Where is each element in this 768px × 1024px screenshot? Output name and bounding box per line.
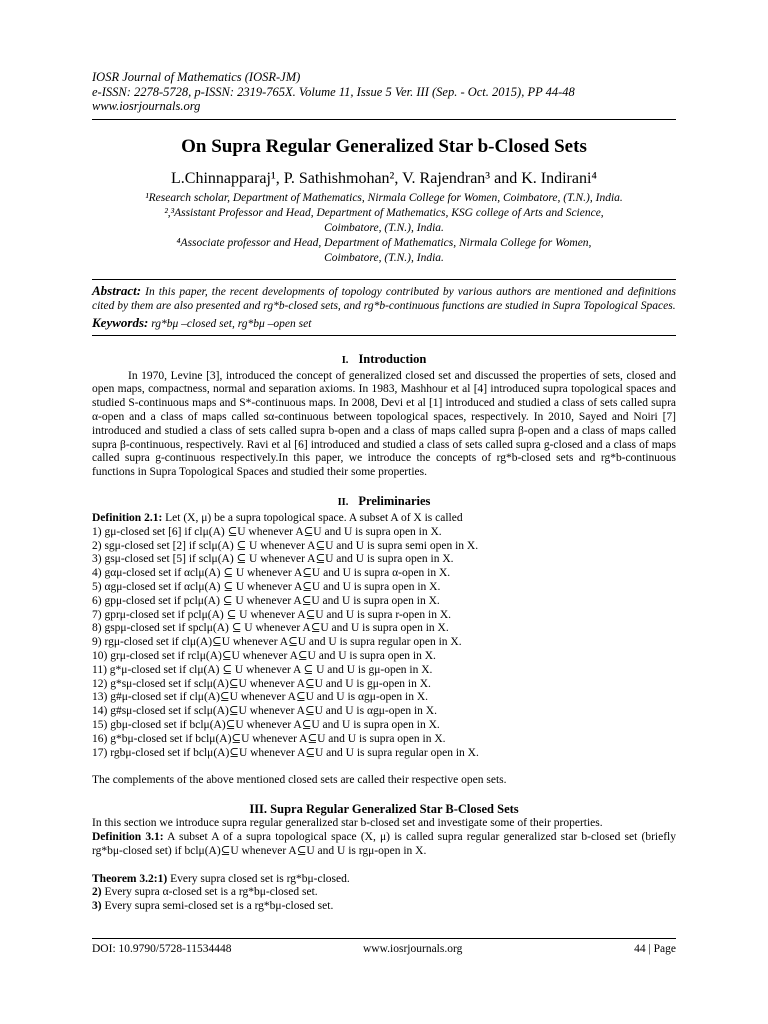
section-heading-introduction bbox=[92, 352, 676, 368]
definition-label: Definition 3.1: bbox=[92, 830, 164, 843]
definition-list bbox=[92, 526, 676, 761]
keywords-label: Keywords: bbox=[92, 314, 149, 330]
preliminaries-closing: The complements of the above mentioned closed sets are called their respective open sets. bbox=[92, 774, 507, 787]
keywords-text: rg*bμ –closed set, rg*bμ –open set bbox=[151, 317, 312, 330]
introduction-paragraph: In 1970, Levine [3], introduced the concept of generalized closed set and discussed the properties of sets, closed and open maps, compactness, normal and separation axioms. In 1983, Mashhour et al [4] introduced supra topological spaces and studied S-continuous maps and S*-continuous maps. In 2008, Devi et al [1] introduced and studied a class of sets called supra α-open and a class of maps called sα-continuous between topological spaces, respectively. In 2010, Sayed and Noiri [7] introduced and studied a class of sets called supra b-open and a class of maps called supra β-open and a class of maps called supra β-continuous, respectively. Ravi et al [6] introduced and studied a class of sets called supra g-closed and a class of maps called supra g-continuous respectively.In this paper, we introduce the concepts of rg*b-closed sets and rg*b-continuous functions in Supra Topological Spaces and studied their some properties. bbox=[92, 369, 676, 479]
section-title: Introduction bbox=[358, 351, 427, 366]
theorem-3-2 bbox=[92, 873, 676, 914]
header-rule bbox=[92, 119, 676, 120]
section-3-intro: In this section we introduce supra regular generalized star b-closed set and investigate some of their properties. bbox=[92, 817, 603, 830]
abstract-text: In this paper, the recent developments of topology contributed by various authors are mentioned and definitions cited by them are also presented and rg*b-closed sets, and rg*b-continuous functions are studied in Supra Topological Spaces. bbox=[92, 286, 676, 312]
list-item: 17) rgbμ-closed set if bclμ(A)⊆U whenever A⊆U and U is supra regular open in X. bbox=[92, 746, 479, 759]
affiliation-line: Coimbatore, (T.N.), India. bbox=[324, 251, 444, 264]
list-item: 8) gspμ-closed set if spclμ(A) ⊆ U whenever A⊆U and U is supra open in X. bbox=[92, 622, 449, 635]
theorem-item-number: 3) bbox=[92, 900, 102, 913]
definition-3-1 bbox=[92, 831, 676, 859]
list-item: 10) grμ-closed set if rclμ(A)⊆U whenever A⊆U and U is supra open in X. bbox=[92, 649, 436, 662]
theorem-item-text: Every supra α-closed set is a rg*bμ-closed set. bbox=[104, 886, 318, 899]
list-item: 2) sgμ-closed set [2] if sclμ(A) ⊆ U whenever A⊆U and U is supra semi open in X. bbox=[92, 539, 479, 552]
definition-label: Definition 2.1: bbox=[92, 511, 163, 524]
theorem-item-text: Every supra closed set is rg*bμ-closed. bbox=[170, 872, 350, 885]
list-item: 11) g*μ-closed set if clμ(A) ⊆ U whenever A ⊆ U and U is gμ-open in X. bbox=[92, 663, 433, 676]
theorem-item-number: 1) bbox=[157, 872, 168, 885]
list-item: 7) gprμ-closed set if pclμ(A) ⊆ U whenever A⊆U and U is supra r-open in X. bbox=[92, 608, 452, 621]
section-heading-supra bbox=[92, 802, 676, 816]
affiliation-line: ¹Research scholar, Department of Mathematics, Nirmala College for Women, Coimbatore, (T.N.), India. bbox=[145, 191, 623, 204]
section-number: III. bbox=[249, 802, 268, 817]
paper-title: On Supra Regular Generalized Star b-Closed Sets bbox=[181, 135, 587, 157]
list-item: 15) gbμ-closed set if bclμ(A)⊆U whenever A⊆U and U is supra open in X. bbox=[92, 718, 440, 731]
abstract bbox=[92, 284, 676, 314]
list-item: 6) gpμ-closed set if pclμ(A) ⊆ U whenever A⊆U and U is supra open in X. bbox=[92, 594, 440, 607]
affiliations bbox=[92, 191, 676, 266]
theorem-label: Theorem 3.2: bbox=[92, 872, 158, 885]
page-footer bbox=[92, 938, 676, 955]
journal-issn: e-ISSN: 2278-5728, p-ISSN: 2319-765X. Volume 11, Issue 5 Ver. III (Sep. - Oct. 2015), PP 44-48 bbox=[92, 84, 575, 99]
section-heading-preliminaries bbox=[92, 494, 676, 510]
footer-doi: DOI: 10.9790/5728-11534448 bbox=[92, 943, 232, 955]
abstract-rule-bottom bbox=[92, 335, 676, 336]
list-item: 4) gαμ-closed set if αclμ(A) ⊆ U whenever A⊆U and U is supra α-open in X. bbox=[92, 567, 451, 580]
definition-text: A subset A of a supra topological space (X, μ) is called supra regular generalized star b-closed set (briefly rg*bμ-closed set) if bclμ(A)⊆U whenever A⊆U and U is rgμ-open in X. bbox=[92, 830, 676, 857]
affiliation-line: Coimbatore, (T.N.), India. bbox=[324, 221, 444, 234]
journal-name: IOSR Journal of Mathematics (IOSR-JM) bbox=[92, 70, 301, 84]
list-item: 1) gμ-closed set [6] if clμ(A) ⊆U whenever A⊆U and U is supra open in X. bbox=[92, 525, 442, 538]
section-number: I. bbox=[341, 354, 349, 366]
abstract-label: Abstract: bbox=[92, 283, 142, 298]
theorem-item-number: 2) bbox=[92, 886, 102, 899]
keywords bbox=[92, 316, 676, 331]
list-item: 5) αgμ-closed set if αclμ(A) ⊆ U whenever A⊆U and U is supra open in X. bbox=[92, 580, 441, 593]
list-item: 9) rgμ-closed set if clμ(A)⊆U whenever A⊆U and U is supra regular open in X. bbox=[92, 636, 462, 649]
list-item: 14) g#sμ-closed set if sclμ(A)⊆U whenever A⊆U and U is αgμ-open in X. bbox=[92, 705, 437, 718]
theorem-line bbox=[92, 900, 676, 914]
definition-text: Let (X, μ) be a supra topological space. A subset A of X is called bbox=[165, 511, 463, 524]
abstract-rule-top bbox=[92, 279, 676, 280]
theorem-line bbox=[92, 873, 676, 887]
theorem-line bbox=[92, 886, 676, 900]
definition-2-1 bbox=[92, 512, 676, 526]
section-title: Supra Regular Generalized Star B-Closed Sets bbox=[270, 802, 519, 817]
journal-website: www.iosrjournals.org bbox=[92, 99, 201, 113]
list-item: 12) g*sμ-closed set if sclμ(A)⊆U whenever A⊆U and U is gμ-open in X. bbox=[92, 677, 431, 690]
paper-page bbox=[92, 70, 676, 914]
theorem-item-text: Every supra semi-closed set is a rg*bμ-closed set. bbox=[104, 900, 334, 913]
list-item: 3) gsμ-closed set [5] if sclμ(A) ⊆ U whenever A⊆U and U is supra open in X. bbox=[92, 553, 454, 566]
affiliation-line: ⁴Associate professor and Head, Department of Mathematics, Nirmala College for Women, bbox=[176, 237, 592, 249]
list-item: 13) g#μ-closed set if clμ(A)⊆U whenever A⊆U and U is αgμ-open in X. bbox=[92, 691, 429, 704]
section-title: Preliminaries bbox=[358, 493, 431, 508]
list-item: 16) g*bμ-closed set if bclμ(A)⊆U whenever A⊆U and U is supra open in X. bbox=[92, 732, 446, 745]
footer-website: www.iosrjournals.org bbox=[363, 943, 463, 955]
paper-authors: L.Chinnapparaj¹, P. Sathishmohan², V. Rajendran³ and K. Indirani⁴ bbox=[171, 169, 597, 187]
affiliation-line: ²,³Assistant Professor and Head, Department of Mathematics, KSG college of Arts and Science, bbox=[164, 207, 604, 219]
section-number: II. bbox=[337, 496, 349, 508]
footer-page-number: 44 | Page bbox=[634, 943, 676, 955]
